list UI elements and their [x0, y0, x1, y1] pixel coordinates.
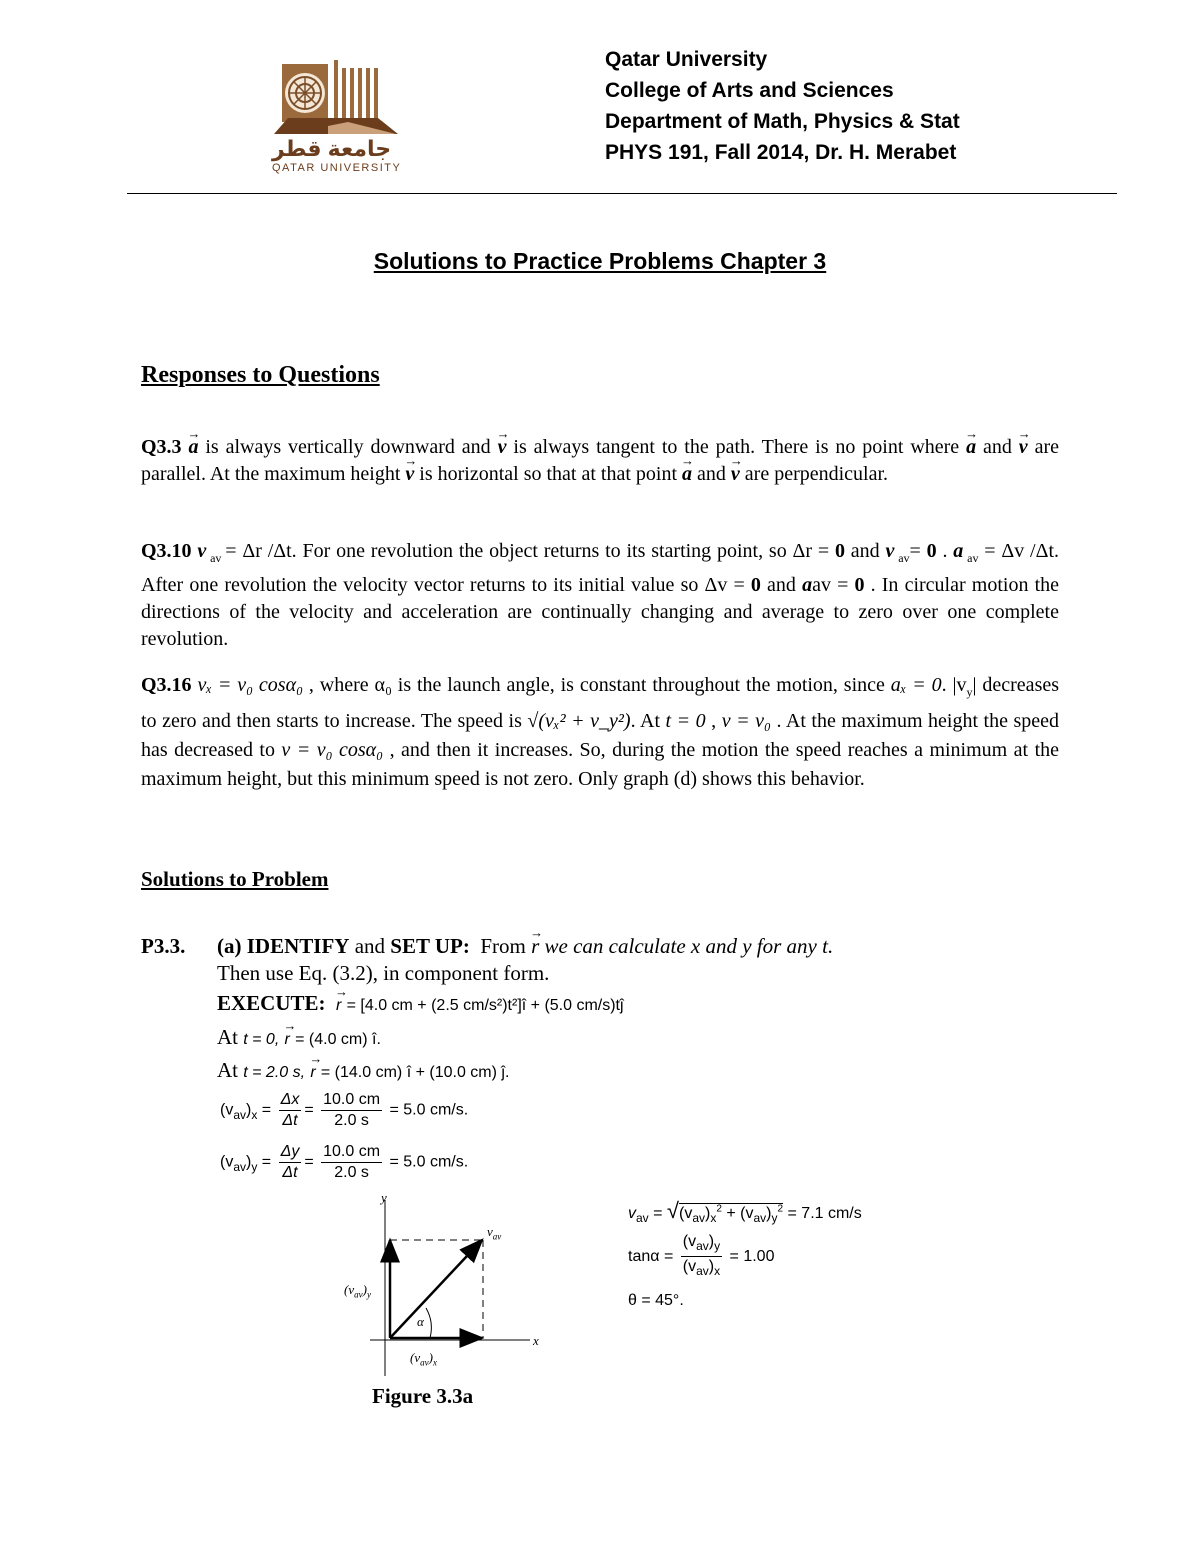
vector-a: → a: [966, 434, 976, 461]
section-heading-questions: Responses to Questions: [141, 362, 380, 388]
text: ): [705, 1205, 711, 1222]
question-label: Q3.3: [141, 436, 182, 458]
text: ): [766, 1205, 772, 1222]
vav-magnitude-equation: $v_{av} = √(v_{av})_x^2 + (v_{av})_y^2 = 7.1$ cm/s: [628, 1198, 862, 1226]
section-heading-problems: Solutions to Problem: [141, 867, 329, 891]
equation: aₓ = 0: [890, 674, 942, 696]
subscript: av: [692, 1211, 706, 1226]
vx-label: [410, 1350, 437, 1368]
position-value: = (14.0 cm) î + (10.0 cm) ĵ.: [320, 1064, 510, 1081]
text: is always vertically downward and: [198, 436, 498, 458]
text: is always tangent to the path. There is no point where: [506, 436, 967, 458]
text: At: [217, 1025, 238, 1049]
text: .: [936, 540, 954, 562]
header-divider: [127, 193, 1117, 194]
position-value: = (4.0 cm) î.: [295, 1031, 381, 1048]
text: From: [480, 934, 526, 958]
text: (v: [220, 1101, 234, 1119]
text: are perpendicular.: [739, 463, 889, 485]
text: ): [708, 1233, 715, 1250]
text: . In circular motion the directions of the velocity and acceleration are continually changing and average to zero over one complete revolution.: [141, 574, 1060, 650]
subscript: av: [354, 1289, 363, 1300]
symbol-a: a: [802, 574, 813, 596]
text: are parallel. At the maximum height: [141, 436, 1059, 485]
text: (v: [679, 1205, 693, 1222]
symbol-v: v: [885, 540, 895, 562]
subscript: av: [492, 1231, 502, 1242]
subscript: y: [771, 1211, 778, 1226]
text: . For one revolution the object returns to its starting point, so Δr =: [291, 540, 835, 562]
answer-q3-3: [141, 434, 1059, 488]
denominator: Δt: [282, 1112, 298, 1129]
subscript: y: [366, 1289, 371, 1300]
subscript: y: [251, 1159, 258, 1174]
vector-v: → v: [1019, 434, 1028, 461]
vector-a: → a: [682, 461, 692, 488]
zero-vector: 0: [854, 574, 865, 596]
theta-result: θ = 45°.: [628, 1292, 684, 1309]
text: (v: [220, 1153, 234, 1171]
denominator: 2.0 s: [334, 1164, 369, 1181]
vav-label: [487, 1224, 501, 1242]
answer-q3-10: [141, 538, 1059, 653]
equation: t = 0: [665, 710, 706, 732]
vy-average-equation: $(v_{av})_y$ = $\frac{\Delta y}{\Delta t}$ = $\frac{10.0 cm}{2.0 s}$ = 5.0 cm/s.: [220, 1143, 469, 1181]
header-college: College of Arts and Sciences: [605, 79, 894, 102]
text: . At the maximum height the speed has decreased to: [141, 710, 1060, 761]
numerator: Δy: [279, 1142, 302, 1163]
axis-x-label: x: [533, 1333, 539, 1348]
subscript: av: [233, 1107, 247, 1122]
question-label: Q3.16: [141, 674, 192, 696]
result: = 1.00: [729, 1247, 775, 1265]
identify-label: IDENTIFY: [246, 934, 350, 958]
symbol-v: v: [628, 1205, 636, 1222]
subscript: y: [966, 685, 973, 699]
header-course: PHYS 191, Fall 2014, Dr. H. Merabet: [605, 141, 957, 164]
denominator: [681, 1257, 722, 1281]
university-logo: [268, 56, 408, 178]
fraction: [279, 1090, 302, 1131]
text: ): [708, 1258, 715, 1276]
text: and: [692, 463, 731, 485]
text: ): [246, 1153, 252, 1171]
logo-english-text: QATAR UNIVERSITY: [272, 162, 402, 174]
part-label: (a): [217, 934, 242, 958]
header-university: Qatar University: [605, 48, 768, 71]
text: . After one revolution the velocity vector returns to its initial value so Δv =: [141, 540, 1060, 596]
vector-r: → r: [336, 992, 341, 1019]
at-t0-line: [217, 1024, 381, 1053]
subscript: av: [696, 1264, 709, 1279]
symbol-a: a: [953, 540, 964, 562]
vector-v: → v: [498, 434, 507, 461]
at-t2-line: [217, 1057, 509, 1086]
execute-label: EXECUTE:: [217, 991, 326, 1015]
setup-label: SET UP:: [390, 934, 470, 958]
subscript: x: [251, 1107, 258, 1122]
text: ): [362, 1282, 367, 1297]
answer-q3-16: [141, 671, 1059, 794]
position-equation: = [4.0 cm + (2.5 cm/s²)t²]î + (5.0 cm/s)tĵ: [346, 997, 624, 1014]
fraction: [321, 1142, 382, 1183]
alpha-label: α: [417, 1314, 424, 1329]
text: (v: [682, 1258, 697, 1276]
subscript: av: [233, 1159, 247, 1174]
subscript: x: [714, 1264, 721, 1279]
denominator: Δt: [282, 1164, 298, 1181]
text: , where α₀ is the launch angle, is constant throughout the motion, since: [303, 674, 891, 696]
numerator: Δx: [279, 1090, 302, 1111]
text: ): [428, 1350, 433, 1365]
text: av =: [812, 574, 855, 596]
denominator: 2.0 s: [334, 1112, 369, 1129]
text: (v: [682, 1233, 697, 1250]
text: | decreases to zero and then starts to increase. The speed is: [141, 674, 1060, 732]
text: . |v: [941, 674, 967, 696]
subscript: av: [696, 1239, 709, 1254]
vector-a: → a: [188, 434, 198, 461]
vector-v: → v: [405, 461, 414, 488]
fraction: [279, 1142, 302, 1183]
text: is horizontal so that at that point: [414, 463, 683, 485]
equation: v = v₀: [721, 710, 771, 732]
logo-arabic-text: جامعة قطر: [272, 136, 392, 161]
symbol-v: v: [197, 540, 207, 562]
vector-r: → r: [531, 933, 539, 960]
equation: vₓ = v₀ cosα₀: [197, 674, 304, 696]
problem-label: P3.3.: [141, 934, 186, 958]
header-department: Department of Math, Physics & Stat: [605, 110, 960, 133]
execute-line: [217, 990, 624, 1019]
subscript: x: [432, 1357, 437, 1368]
text: (v: [344, 1282, 355, 1297]
problem-intro-line: [217, 933, 833, 960]
text: ,: [705, 710, 722, 732]
result: = 5.0 cm/s.: [389, 1101, 469, 1119]
figure-caption: Figure 3.3a: [372, 1384, 474, 1408]
subscript: av: [963, 551, 979, 565]
vector-v: → v: [731, 461, 740, 488]
text: and: [844, 540, 886, 562]
subscript: av: [636, 1211, 649, 1226]
subscript: y: [714, 1239, 721, 1254]
subscript: av: [420, 1357, 429, 1368]
speed-formula: √(vₓ² + v_y²): [527, 710, 631, 732]
document-title: Solutions to Practice Problems Chapter 3: [373, 248, 827, 274]
subscript: x: [710, 1211, 717, 1226]
result: = 7.1 cm/s: [787, 1205, 862, 1222]
question-label: Q3.10: [141, 540, 192, 562]
text: =: [909, 540, 927, 562]
text: (v: [740, 1205, 754, 1222]
text: (v: [410, 1350, 421, 1365]
numerator: [681, 1232, 722, 1257]
vx-average-equation: $(v_{av})_x$ = $\frac{\Delta x}{\Delta t}$ = $\frac{10.0 cm}{2.0 s}$ = 5.0 cm/s.: [220, 1091, 469, 1129]
zero-vector: 0: [750, 574, 761, 596]
text: At: [217, 1058, 238, 1082]
zero-vector: 0: [926, 540, 937, 562]
vy-label: [344, 1282, 371, 1300]
text: . At: [630, 710, 666, 732]
text: v: [487, 1224, 493, 1239]
equation: v = v₀ cosα₀: [281, 739, 384, 761]
result: = 5.0 cm/s.: [389, 1153, 469, 1171]
text: = Δv /Δt: [978, 540, 1055, 562]
subscript: av: [753, 1211, 767, 1226]
numerator: 10.0 cm: [321, 1090, 382, 1111]
text: ): [246, 1101, 252, 1119]
text: and: [354, 934, 386, 958]
text: we can calculate x and y for any t.: [544, 934, 834, 958]
subscript: av: [894, 551, 910, 565]
text: , and then it increases. So, during the motion the speed reaches a minimum at the maximum height, but this minimum speed is not zero. Only graph (d) shows this behavior.: [141, 739, 1060, 790]
angle-arc: [426, 1308, 431, 1338]
zero-vector: 0: [834, 540, 845, 562]
time-value: t = 0,: [243, 1031, 280, 1048]
text: and: [760, 574, 803, 596]
fraction: [681, 1232, 722, 1281]
subscript: av: [206, 551, 226, 565]
axis-y-label: y: [381, 1190, 387, 1205]
text: and: [976, 436, 1019, 458]
numerator: 10.0 cm: [321, 1142, 382, 1163]
vector-r: → r: [310, 1059, 315, 1086]
problem-line-2: Then use Eq. (3.2), in component form.: [217, 961, 550, 985]
fraction: [321, 1090, 382, 1131]
text: = Δr /Δt: [225, 540, 292, 562]
tan-alpha-equation: [628, 1232, 774, 1281]
text: tanα =: [628, 1247, 674, 1265]
vav-arrow: [390, 1240, 482, 1338]
time-value: t = 2.0 s,: [243, 1064, 306, 1081]
vector-r: → r: [285, 1026, 290, 1053]
